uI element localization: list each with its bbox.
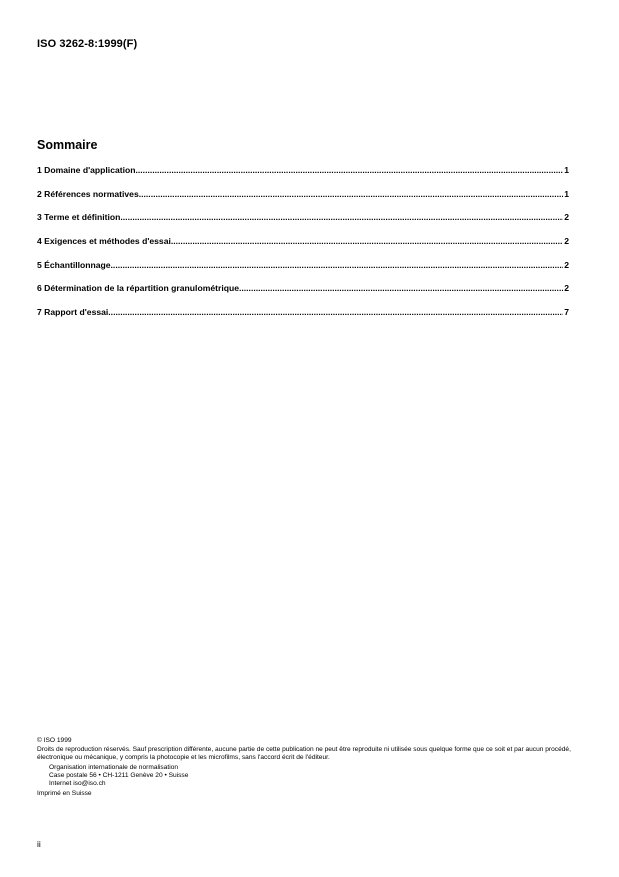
toc-entry-label: 3 Terme et définition <box>37 212 121 223</box>
table-of-contents <box>37 165 569 331</box>
document-id-header: ISO 3262-8:1999(F) <box>37 38 138 50</box>
toc-entry-particle-size[interactable] <box>37 283 569 307</box>
toc-entry-scope[interactable] <box>37 165 569 189</box>
toc-title: Sommaire <box>37 138 98 152</box>
copyright-line: © ISO 1999 <box>37 737 72 744</box>
printed-in-line: Imprimé en Suisse <box>37 790 92 798</box>
toc-entry-page: 1 <box>564 165 569 175</box>
toc-entry-label: 6 Détermination de la répartition granulométrique <box>37 283 239 294</box>
toc-entry-test-report[interactable] <box>37 307 569 331</box>
toc-entry-requirements[interactable] <box>37 236 569 260</box>
toc-dot-leader <box>120 212 563 222</box>
toc-dot-leader <box>136 165 564 175</box>
toc-entry-page: 2 <box>564 236 569 247</box>
toc-entry-page: 2 <box>564 212 569 223</box>
copyright-footer <box>37 737 577 798</box>
toc-dot-leader <box>111 260 564 270</box>
toc-dot-leader <box>139 189 563 199</box>
toc-entry-page: 2 <box>564 283 569 294</box>
organisation-name: Organisation internationale de normalisation <box>49 763 179 771</box>
toc-dot-leader <box>171 236 563 246</box>
toc-entry-label: 1 Domaine d'application <box>37 165 136 175</box>
postal-address: Case postale 56 • CH-1211 Genève 20 • Suisse <box>49 771 189 779</box>
reproduction-notice: Droits de reproduction réservés. Sauf prescription différente, aucune partie de cette publication ne peut être reproduite ni utilisée sous quelque forme que ce soit et par aucun procédé, électronique ou mécanique, y compris la photocopie et les microfilms, sans l'accord écrit de l'éditeur. <box>37 746 571 762</box>
toc-entry-label: 5 Échantillonnage <box>37 259 111 270</box>
toc-entry-page: 1 <box>564 188 569 199</box>
toc-dot-leader <box>108 307 563 317</box>
toc-entry-label: 7 Rapport d'essai <box>37 307 109 318</box>
toc-entry-page: 2 <box>564 259 569 270</box>
toc-dot-leader <box>239 283 563 293</box>
page-number: ii <box>37 839 41 849</box>
toc-entry-label: 4 Exigences et méthodes d'essai <box>37 236 171 247</box>
toc-entry-page: 7 <box>564 307 569 318</box>
internet-address: Internet iso@iso.ch <box>49 780 106 788</box>
toc-entry-normative-references[interactable] <box>37 189 569 213</box>
publisher-address <box>37 764 577 789</box>
toc-entry-term-definition[interactable] <box>37 212 569 236</box>
toc-entry-sampling[interactable] <box>37 260 569 284</box>
toc-entry-label: 2 Références normatives <box>37 188 139 199</box>
